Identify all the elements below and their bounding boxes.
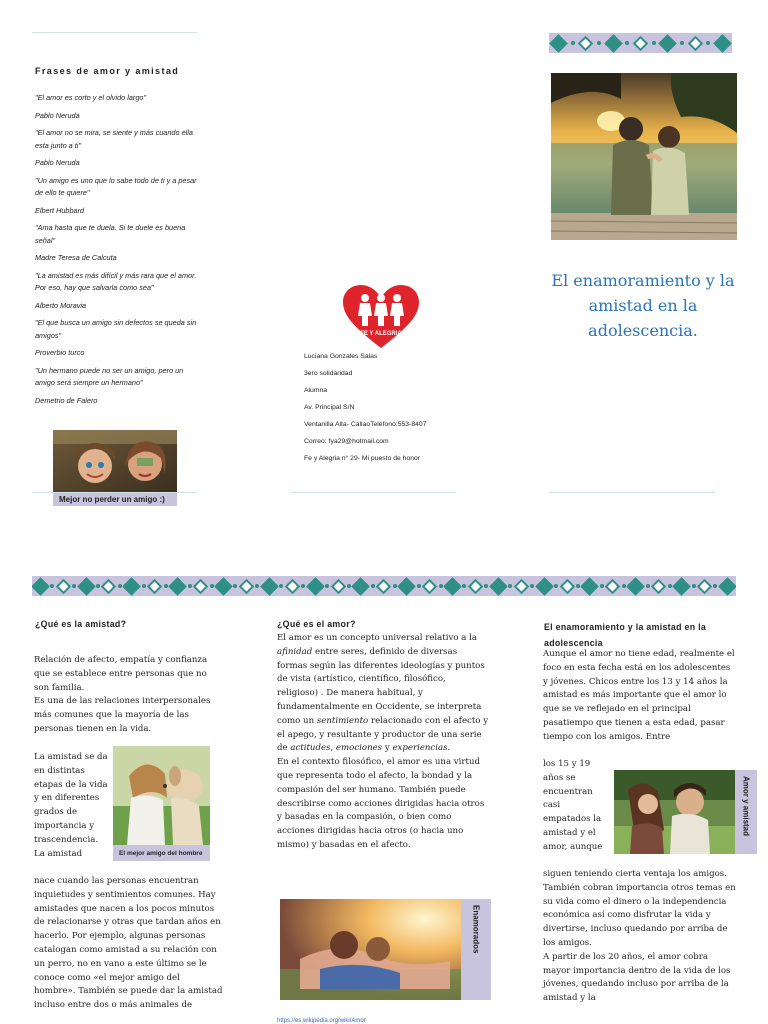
quotes-list (35, 92, 203, 412)
quote-text: "Un amigo es uno que lo sabe todo de ti y a pesar de ello te quiere" (35, 175, 197, 197)
col2-separator: y (382, 743, 393, 754)
teen-friends-photo (614, 770, 735, 854)
quote-text: "El amor es corto y el olvido largo" (35, 93, 147, 102)
col3-paragraph: A partir de los 20 años, el amor cobra mayor importancia dentro de la vida de los jóvenes, quedando incluso por arriba de la amistad y la (543, 951, 731, 1004)
quote-author: Madre Teresa de Calcuta (35, 253, 117, 262)
couple-photo-caption: Enamorados (461, 899, 491, 1000)
col1-paragraph: La amistad (34, 848, 83, 859)
col1-paragraph: La amistad se da en distintas etapas de la vida y en diferentes grados de importancia y trascendencia. (34, 752, 108, 845)
quote-text: "Un hermano puede no ser un amigo, pero un amigo será siempre un hermano" (35, 365, 184, 387)
col1-body (34, 875, 224, 1013)
right-bottom-rule (549, 492, 715, 493)
friends-photo (53, 430, 177, 492)
contact-grade: 3ero solidaridad (304, 370, 353, 377)
contact-phone: Ventanilla Alta- CallaoTeléfono:553-8407 (304, 421, 427, 428)
contact-address: Av. Principal S/N (304, 404, 355, 411)
quote-author: Demetrio de Falero (35, 395, 98, 405)
contact-role: Alumna (304, 387, 328, 394)
logo-text: FE Y ALEGRIA (360, 331, 402, 337)
quotes-title: Frases de amor y amistad (35, 66, 180, 76)
quote-text: "Ama hasta que te duela. Si te duele es buena señal" (35, 223, 186, 245)
col2-term: afinidad (277, 646, 313, 657)
col3-paragraph: siguen teniendo cierta ventaja los amigos. También cobran importancia otros temas en su vida como el dinero o la independencia económica así como disfrutar la vida y divertirse, incluso quedando por arriba de los amigos. (543, 869, 736, 948)
col2-paragraph: En el contexto filosófico, el amor es una virtud que representa todo el afecto, la bondad y la compasión del ser humano. También puede describirse como acciones dirigidas hacia otros y basadas en la compasión, o bien como acciones dirigidas hacia otros (o hacia uno mismo) y basadas en el afecto. (277, 757, 485, 850)
col1-paragraph: Es una de las relaciones interpersonales más comunes que la mayoría de las personas tienen en la vida. (34, 696, 211, 734)
friends-photo-caption: Mejor no perder un amigo :) (53, 492, 177, 506)
col1-narrow-text (34, 751, 108, 861)
col2-term: sentimiento (316, 715, 369, 726)
couple-photo (280, 899, 461, 1000)
col3-body-bottom (543, 868, 737, 1006)
quote-text: "El que busca un amigo sin defectos se queda sin amigos" (35, 318, 197, 340)
quote-author: Elbert Hubbard (35, 205, 85, 215)
contact-name: Luciana Gonzales Salas (304, 353, 378, 360)
quote-author: Pablo Neruda (35, 110, 80, 120)
col2-text: entre seres, definido de diversas formas según las diferentes ideologías y puntos de vista (artístico, científico, filosófico, religioso) . De manera habitual, y fundamentalmente en Occidente, se interpreta como un (277, 646, 485, 726)
quote-text: "La amistad es más difícil y más rara que el amor. Por eso, hay que salvarla como sea" (35, 270, 197, 292)
girl-dog-caption: El mejor amigo del hombre (113, 845, 210, 861)
col2-separator: , (330, 743, 336, 754)
col2-text: El amor es un concepto universal relativo a la (277, 633, 477, 643)
quote-author: Proverbio turco (35, 348, 85, 357)
contact-info (304, 353, 426, 472)
wikipedia-link[interactable]: https://es.wikipedia.org/wiki/Amor (277, 1018, 366, 1024)
col3-narrow-text (543, 758, 609, 855)
quote-text: "El amor no se mira, se siente y más cuando ella esta junto a ti" (35, 128, 193, 150)
school-logo (341, 284, 421, 350)
contact-school: Fe y Alegria n° 29- Mi puesto de honor (304, 455, 421, 462)
col1-paragraph: nace cuando las personas encuentran inquietudes y sentimientos comunes. Hay amistades que nacen a los pocos minutos de relacionarse y otras que tardan años en hacerlo. Por ejemplo, algunas personas catalogan como amistad a su relación con un perro, no en vano a este último se le conoce como «el mejor amigo del hombre». También se puede dar la amistad incluso entre dos o más animales de (34, 876, 223, 1011)
quote-author: Pablo Neruda (35, 158, 80, 167)
col3-paragraph: Aunque el amor no tiene edad, realmente el foco en esta fecha está en los adolescentes y jóvenes. Chicos entre los 13 y 14 años la amistad es más importante que el amor lo que se ve reflejado en el principal pasatiempo que tienen a esta edad, pasar tiempo con los amigos. Entre (543, 649, 735, 742)
col3-paragraph: los 15 y 19 años se encuentran casi empatados la amistad y el amor, aunque (543, 759, 603, 852)
decorative-band-wide (32, 576, 736, 596)
brochure-title: El enamoramiento y la amistad en la adolescencia. (551, 271, 735, 340)
col2-term: experiencias (392, 743, 448, 754)
col3-heading: El enamoramiento y la amistad en la adolescencia (544, 622, 707, 648)
col2-text: relacionado con el afecto y el apego, y resultante y productor de una serie de (277, 715, 489, 754)
col2-separator: . (447, 743, 451, 754)
teen-friends-caption: Amor y amistad (735, 770, 757, 854)
col2-term: actitudes (290, 743, 331, 754)
col2-term: emociones (335, 743, 383, 754)
left-bottom-rule (32, 492, 197, 493)
quote-author: Alberto Moravia (35, 300, 87, 310)
col2-heading: ¿Qué es el amor? (277, 619, 356, 629)
col1-intro (34, 654, 220, 737)
middle-bottom-rule (291, 492, 456, 493)
col1-heading: ¿Qué es la amistad? (35, 619, 127, 629)
contact-email[interactable]: Correo: fya29@hotmail.com (304, 438, 389, 445)
top-left-rule (32, 32, 197, 33)
decorative-band-top-right (549, 33, 732, 53)
girl-dog-photo (113, 746, 210, 845)
col3-body-top (543, 648, 735, 745)
col2-body (277, 632, 489, 853)
sunset-kids-photo (551, 73, 737, 240)
col1-paragraph: Relación de afecto, empatía y confianza que se establece entre personas que no son familia. (34, 655, 208, 693)
